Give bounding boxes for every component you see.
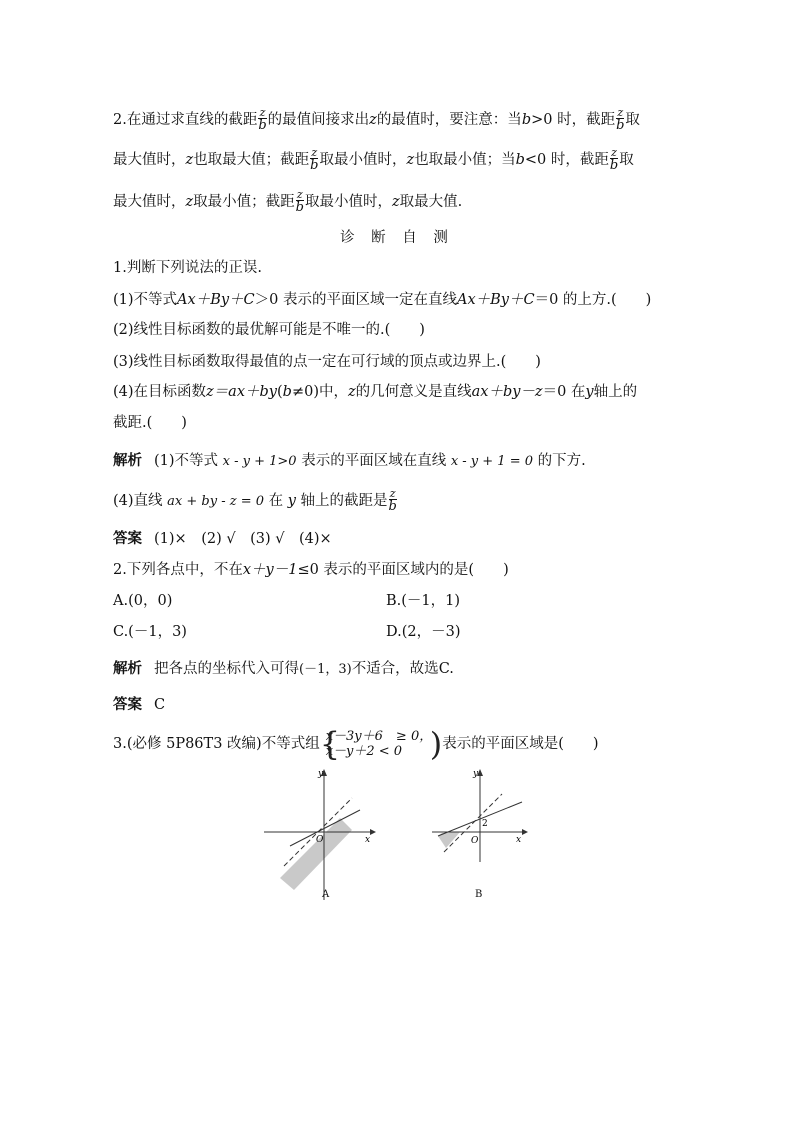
- option-c: C.(－1，3): [113, 624, 187, 640]
- fraction-z-over-b: $\frac{z}{b}$: [258, 106, 267, 133]
- x-axis-arrow: [522, 829, 528, 835]
- x-axis-label: x: [516, 835, 522, 845]
- note-line-2: 最大值时，z也取最大值；截距 $\frac{z}{b}$ 取最小值时，z也取最小值；当b<0 时，截距 $\frac{z}{b}$ 取: [113, 146, 634, 173]
- question-2-analysis: 解析 把各点的坐标代入可得(－1，3)不适合，故选C.: [113, 660, 454, 677]
- question-1-item-3: (3)线性目标函数取得最值的点一定在可行域的顶点或边界上.( ): [113, 354, 541, 370]
- figure-b-label: B: [475, 889, 483, 900]
- question-1-stem: 1.判断下列说法的正误.: [113, 260, 262, 276]
- section-title: 诊 断 自 测: [340, 230, 454, 246]
- left-brace: {: [319, 725, 341, 763]
- figure-b: [430, 766, 530, 866]
- question-3-stem: 3.(必修 5P86T3 改编)不等式组 { x－3y＋6 ≥ 0， x－y＋2 < 0 ) 表示的平面区域是( ): [113, 725, 599, 763]
- question-1-analysis-1: 解析 (1)不等式 x - y + 1>0 表示的平面区域在直线 x - y + 1 = 0 的下方.: [113, 452, 586, 469]
- question-1-item-4-cont: 截距.( ): [113, 415, 187, 431]
- y-axis-label: y: [473, 769, 479, 779]
- fraction-z-over-b: $\frac{z}{b}$: [388, 487, 397, 514]
- question-1-item-2: (2)线性目标函数的最优解可能是不唯一的.( ): [113, 322, 425, 338]
- fraction-z-over-b: $\frac{z}{b}$: [295, 188, 304, 215]
- origin-label: O: [316, 835, 324, 845]
- fraction-z-over-b: $\frac{z}{b}$: [609, 146, 619, 173]
- question-1-answer: 答案 (1)× (2) √ (3) √ (4)×: [113, 530, 332, 547]
- figure-a: [258, 764, 378, 904]
- option-d: D.(2，－3): [386, 624, 461, 640]
- fraction-z-over-b: $\frac{z}{b}$: [310, 146, 319, 173]
- right-brace: ): [429, 725, 443, 763]
- analysis-label: 解析: [113, 660, 142, 677]
- shaded-region: [280, 818, 352, 890]
- answer-label: 答案: [113, 696, 142, 713]
- question-1-item-1: (1)不等式Ax＋By＋C＞0 表示的平面区域一定在直线Ax＋By＋C＝0 的上方.( ): [113, 292, 652, 308]
- analysis-label: 解析: [113, 452, 142, 469]
- fraction-z-over-b: $\frac{z}{b}$: [616, 106, 625, 133]
- x-axis-arrow: [370, 829, 376, 835]
- option-a: A.(0，0): [113, 593, 173, 609]
- question-1-item-4: (4)在目标函数z＝ax＋by(b≠0)中，z的几何意义是直线ax＋by－z＝0 在y轴上的: [113, 384, 638, 400]
- y-axis-label: y: [318, 769, 324, 779]
- note-line-1: 2.在通过求直线的截距 $\frac{z}{b}$ 的最值间接求出z的最值时，要注意：当b>0 时，截距 $\frac{z}{b}$ 取: [113, 106, 640, 133]
- option-b: B.(－1，1): [386, 593, 461, 609]
- answer-label: 答案: [113, 530, 142, 547]
- text: 2.在通过求直线的截距: [113, 112, 258, 128]
- figure-a-label: A: [322, 889, 330, 900]
- inequality-system: { x－3y＋6 ≥ 0， x－y＋2 < 0 ): [319, 725, 443, 763]
- origin-label: O: [471, 836, 479, 846]
- question-2-stem: 2.下列各点中，不在x＋y－1≤0 表示的平面区域内的是( ): [113, 562, 509, 578]
- note-line-3: 最大值时，z取最小值；截距 $\frac{z}{b}$ 取最小值时，z取最大值.: [113, 188, 463, 215]
- question-1-analysis-4: (4)直线 ax + by - z = 0 在 y 轴上的截距是 $\frac{z}{b}$: [113, 487, 397, 514]
- question-2-answer: 答案 C: [113, 696, 166, 713]
- x-axis-label: x: [365, 835, 371, 845]
- y-intercept-label: 2: [482, 819, 488, 829]
